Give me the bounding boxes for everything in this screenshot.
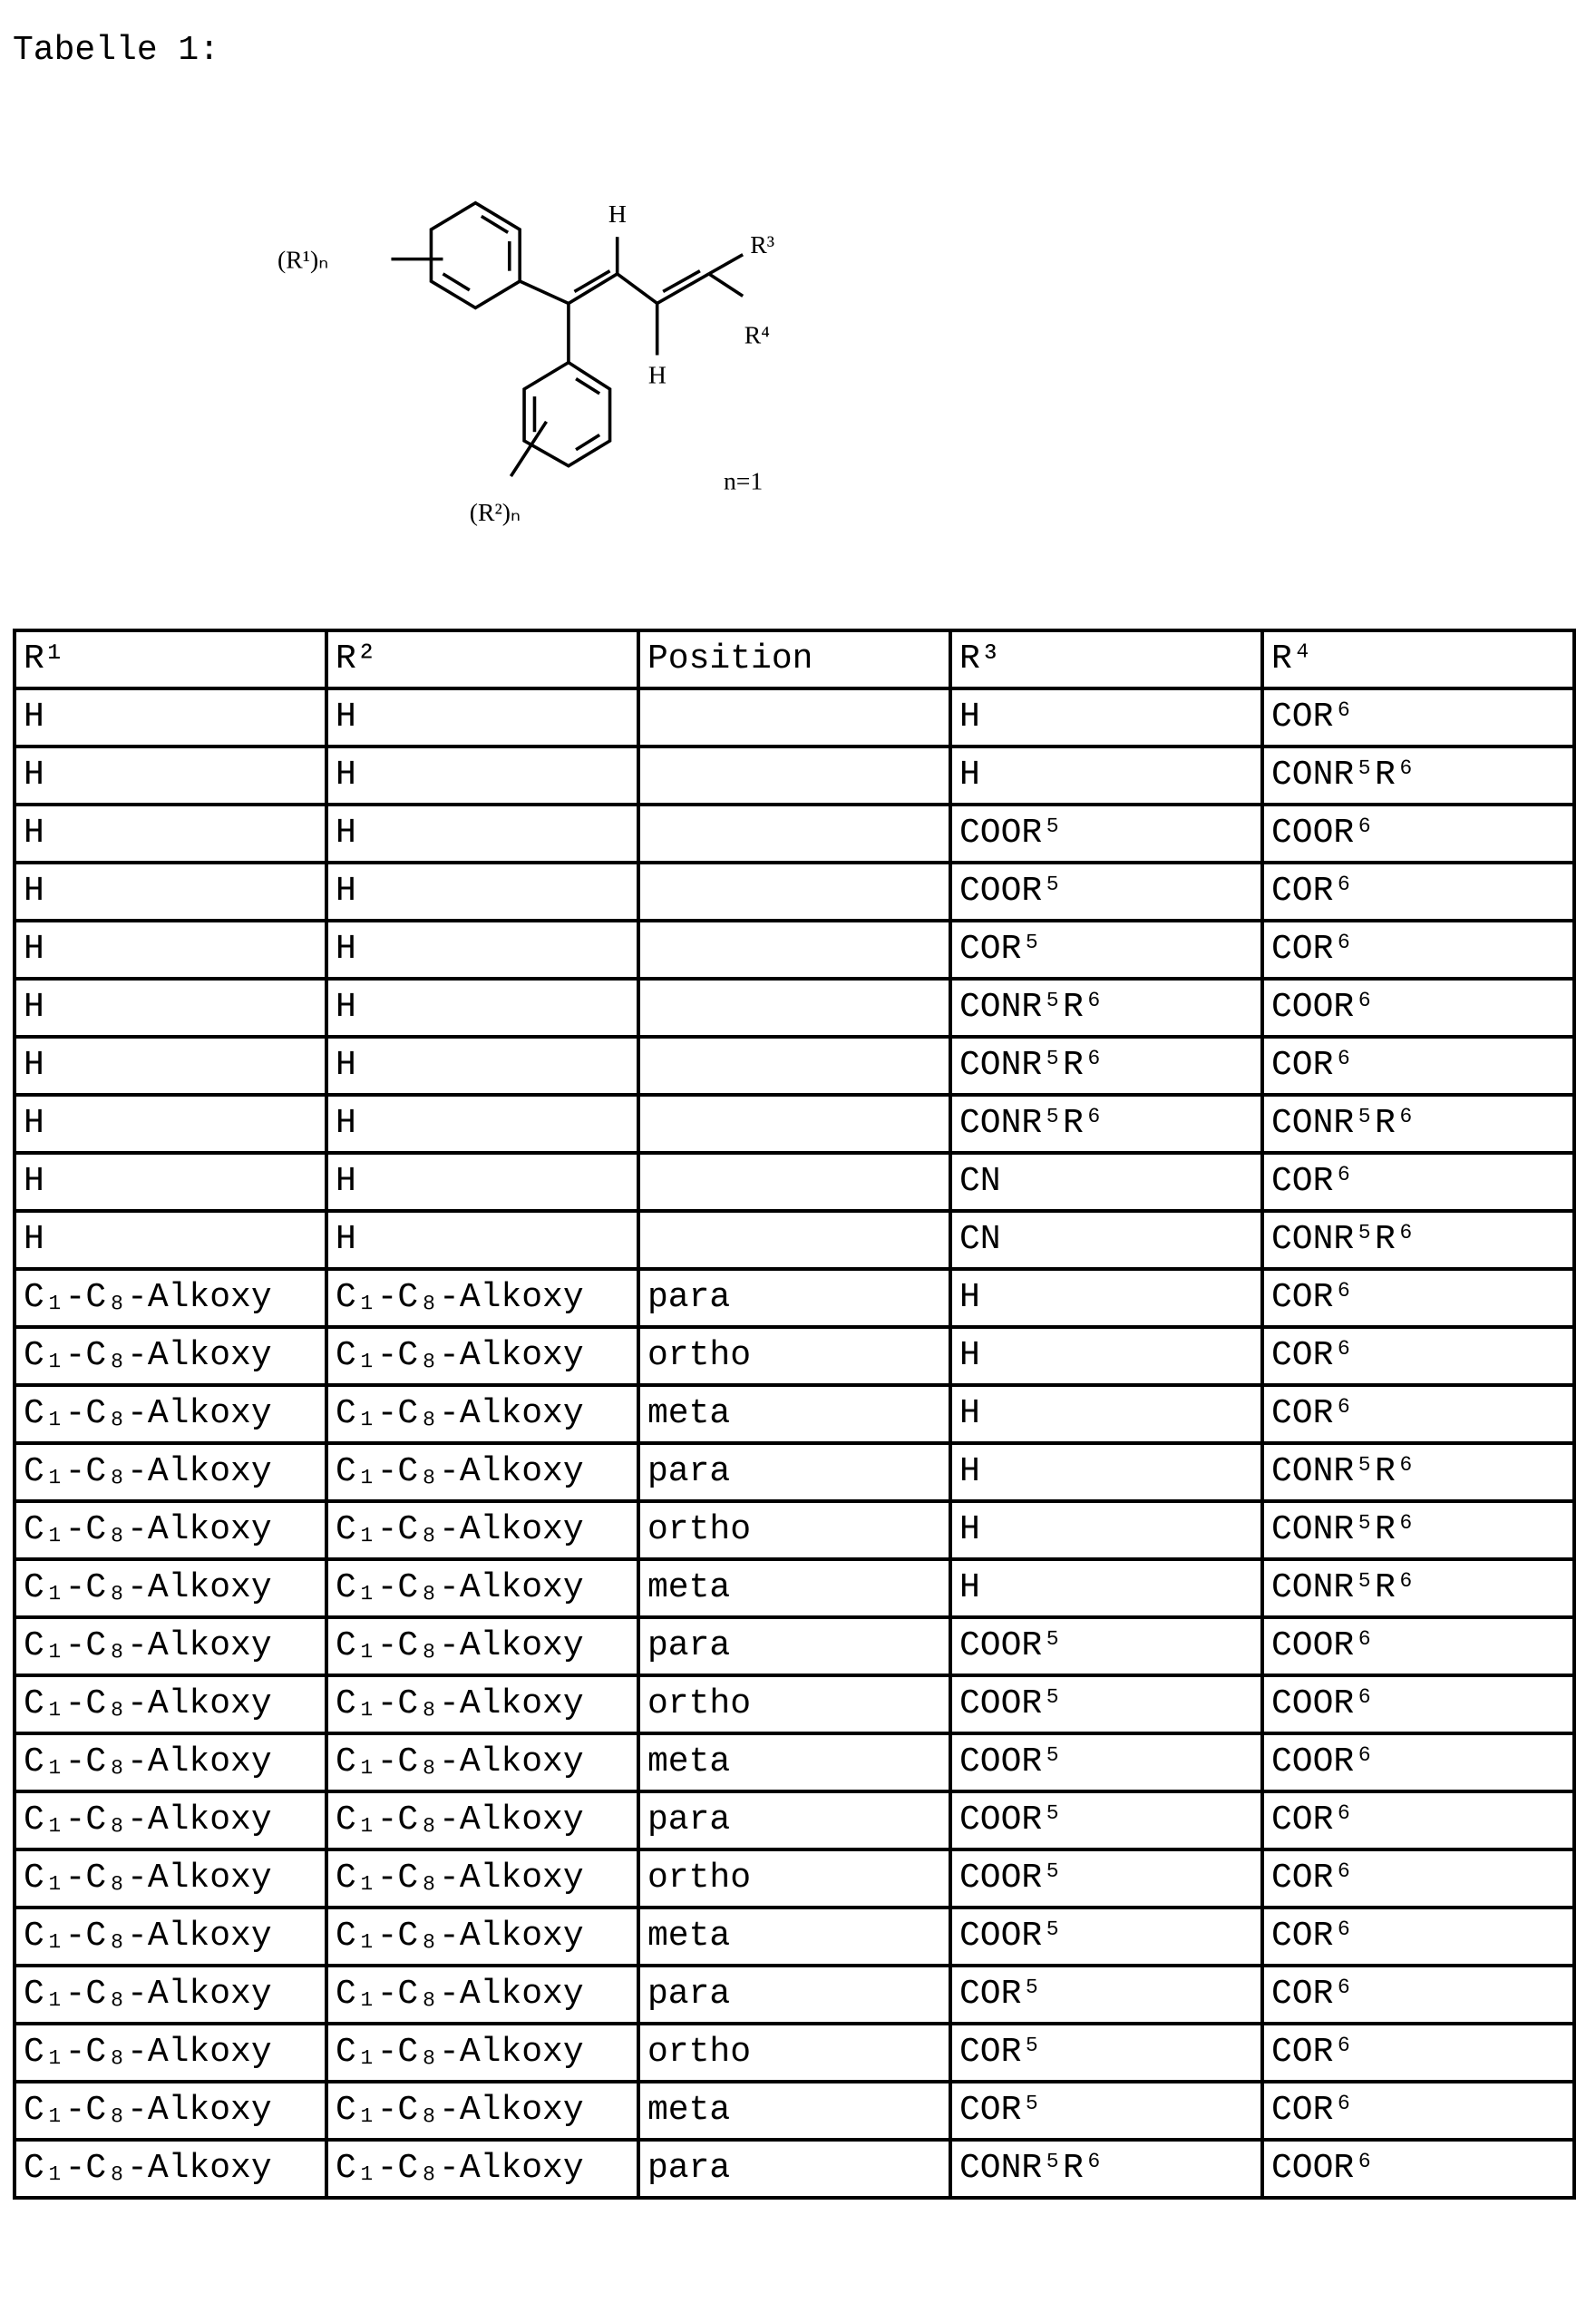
- cell-r3: CN: [950, 1211, 1262, 1269]
- n-note: n=1: [724, 467, 763, 495]
- cell-r4: CONR⁵R⁶: [1262, 1501, 1574, 1559]
- cell-r3: H: [950, 1269, 1262, 1327]
- cell-r1: C₁-C₈-Alkoxy: [15, 2140, 326, 2198]
- cell-r4: COOR⁶: [1262, 1733, 1574, 1791]
- phenyl-ring-1: [431, 203, 520, 308]
- header-position: Position: [638, 630, 950, 688]
- cell-r3: H: [950, 747, 1262, 805]
- cell-r4: COR⁶: [1262, 1385, 1574, 1443]
- cell-position: [638, 1153, 950, 1211]
- table-caption: Tabelle 1:: [13, 31, 219, 70]
- cell-r2: H: [326, 1037, 638, 1095]
- cell-position: [638, 747, 950, 805]
- header-r4: R⁴: [1262, 630, 1574, 688]
- cell-r1: C₁-C₈-Alkoxy: [15, 1559, 326, 1617]
- cell-r2: C₁-C₈-Alkoxy: [326, 1908, 638, 1966]
- cell-r1: C₁-C₈-Alkoxy: [15, 1966, 326, 2024]
- header-r3: R³: [950, 630, 1262, 688]
- cell-r4: COR⁶: [1262, 688, 1574, 747]
- cell-r1: C₁-C₈-Alkoxy: [15, 1327, 326, 1385]
- cell-r4: COR⁶: [1262, 1791, 1574, 1849]
- cell-r4: COR⁶: [1262, 2082, 1574, 2140]
- cell-r3: COOR⁵: [950, 1617, 1262, 1675]
- cell-r4: COR⁶: [1262, 1849, 1574, 1908]
- chemical-structure: [266, 178, 827, 532]
- cell-r4: CONR⁵R⁶: [1262, 1095, 1574, 1153]
- cell-r2: H: [326, 1095, 638, 1153]
- cell-r2: C₁-C₈-Alkoxy: [326, 1443, 638, 1501]
- cell-r3: CONR⁵R⁶: [950, 1095, 1262, 1153]
- table-row: [15, 1211, 1574, 1269]
- cell-r1: H: [15, 921, 326, 979]
- cell-r3: CONR⁵R⁶: [950, 979, 1262, 1037]
- cell-r1: H: [15, 863, 326, 921]
- table-row: [15, 1327, 1574, 1385]
- table-row: [15, 1501, 1574, 1559]
- cell-position: meta: [638, 2082, 950, 2140]
- cell-position: para: [638, 1443, 950, 1501]
- cell-r1: C₁-C₈-Alkoxy: [15, 1908, 326, 1966]
- cell-r2: H: [326, 1153, 638, 1211]
- cell-r1: C₁-C₈-Alkoxy: [15, 1269, 326, 1327]
- table-row: [15, 1675, 1574, 1733]
- cell-r3: COOR⁵: [950, 1733, 1262, 1791]
- table-row: [15, 1153, 1574, 1211]
- cell-r3: COOR⁵: [950, 805, 1262, 863]
- cell-position: [638, 1095, 950, 1153]
- table-row: [15, 2024, 1574, 2082]
- header-r1: R¹: [15, 630, 326, 688]
- table-row: [15, 863, 1574, 921]
- cell-r4: COR⁶: [1262, 2024, 1574, 2082]
- cell-r1: H: [15, 979, 326, 1037]
- cell-r2: H: [326, 863, 638, 921]
- cell-r2: H: [326, 979, 638, 1037]
- table-row: [15, 1443, 1574, 1501]
- cell-r3: H: [950, 1559, 1262, 1617]
- cell-position: para: [638, 2140, 950, 2198]
- cell-r4: COOR⁶: [1262, 979, 1574, 1037]
- cell-position: [638, 1211, 950, 1269]
- cell-r4: CONR⁵R⁶: [1262, 747, 1574, 805]
- cell-r2: C₁-C₈-Alkoxy: [326, 1733, 638, 1791]
- table-row: [15, 805, 1574, 863]
- cell-r3: H: [950, 1327, 1262, 1385]
- header-r2: R²: [326, 630, 638, 688]
- cell-r1: H: [15, 1153, 326, 1211]
- table-row: [15, 979, 1574, 1037]
- cell-r4: COR⁶: [1262, 1908, 1574, 1966]
- table-row: [15, 1966, 1574, 2024]
- cell-position: meta: [638, 1908, 950, 1966]
- cell-position: para: [638, 1617, 950, 1675]
- cell-r3: H: [950, 1443, 1262, 1501]
- cell-r2: H: [326, 747, 638, 805]
- cell-r4: CONR⁵R⁶: [1262, 1443, 1574, 1501]
- cell-r2: C₁-C₈-Alkoxy: [326, 1385, 638, 1443]
- table-row: [15, 1037, 1574, 1095]
- r4-label: R⁴: [744, 320, 770, 348]
- table-row: [15, 1617, 1574, 1675]
- r2-label: (R²)ₙ: [470, 498, 521, 526]
- table-header-row: [15, 630, 1574, 688]
- cell-r4: COR⁶: [1262, 1269, 1574, 1327]
- cell-r2: C₁-C₈-Alkoxy: [326, 1617, 638, 1675]
- cell-r2: C₁-C₈-Alkoxy: [326, 1327, 638, 1385]
- cell-position: para: [638, 1269, 950, 1327]
- table-row: [15, 1559, 1574, 1617]
- cell-r1: C₁-C₈-Alkoxy: [15, 1617, 326, 1675]
- cell-position: para: [638, 1791, 950, 1849]
- cell-r3: CN: [950, 1153, 1262, 1211]
- table-row: [15, 1095, 1574, 1153]
- cell-r3: COR⁵: [950, 2024, 1262, 2082]
- cell-r4: CONR⁵R⁶: [1262, 1559, 1574, 1617]
- table-row: [15, 747, 1574, 805]
- cell-position: [638, 1037, 950, 1095]
- cell-position: [638, 979, 950, 1037]
- cell-r3: COOR⁵: [950, 1675, 1262, 1733]
- cell-r3: CONR⁵R⁶: [950, 1037, 1262, 1095]
- cell-r3: COR⁵: [950, 921, 1262, 979]
- h-top-label: H: [608, 200, 627, 228]
- structure-bonds: [391, 203, 743, 476]
- table-row: [15, 1791, 1574, 1849]
- cell-r1: C₁-C₈-Alkoxy: [15, 1385, 326, 1443]
- cell-r1: H: [15, 1095, 326, 1153]
- cell-r3: H: [950, 1501, 1262, 1559]
- cell-r1: H: [15, 747, 326, 805]
- cell-r2: C₁-C₈-Alkoxy: [326, 1791, 638, 1849]
- cell-r2: H: [326, 688, 638, 747]
- r1-label: (R¹)ₙ: [277, 245, 328, 273]
- cell-r4: COOR⁶: [1262, 1617, 1574, 1675]
- cell-r1: C₁-C₈-Alkoxy: [15, 1849, 326, 1908]
- table-row: [15, 2082, 1574, 2140]
- cell-position: ortho: [638, 1675, 950, 1733]
- cell-position: [638, 921, 950, 979]
- cell-position: [638, 863, 950, 921]
- table-row: [15, 2140, 1574, 2198]
- cell-position: meta: [638, 1733, 950, 1791]
- cell-r2: C₁-C₈-Alkoxy: [326, 1675, 638, 1733]
- cell-r1: C₁-C₈-Alkoxy: [15, 1791, 326, 1849]
- cell-r2: C₁-C₈-Alkoxy: [326, 1849, 638, 1908]
- cell-r4: COR⁶: [1262, 1966, 1574, 2024]
- cell-r2: H: [326, 921, 638, 979]
- cell-r1: C₁-C₈-Alkoxy: [15, 1675, 326, 1733]
- cell-r1: C₁-C₈-Alkoxy: [15, 2082, 326, 2140]
- table-row: [15, 1269, 1574, 1327]
- cell-r2: C₁-C₈-Alkoxy: [326, 1501, 638, 1559]
- cell-r3: COR⁵: [950, 1966, 1262, 2024]
- cell-r1: C₁-C₈-Alkoxy: [15, 1443, 326, 1501]
- cell-r1: C₁-C₈-Alkoxy: [15, 2024, 326, 2082]
- cell-position: ortho: [638, 1501, 950, 1559]
- cell-r4: COOR⁶: [1262, 2140, 1574, 2198]
- cell-r2: C₁-C₈-Alkoxy: [326, 1559, 638, 1617]
- table-row: [15, 1733, 1574, 1791]
- cell-r2: H: [326, 1211, 638, 1269]
- table-row: [15, 1385, 1574, 1443]
- cell-r4: COOR⁶: [1262, 1675, 1574, 1733]
- cell-r4: COR⁶: [1262, 921, 1574, 979]
- phenyl-ring-2: [524, 363, 609, 466]
- cell-position: ortho: [638, 1849, 950, 1908]
- cell-r4: COR⁶: [1262, 1037, 1574, 1095]
- table-row: [15, 1849, 1574, 1908]
- cell-position: meta: [638, 1385, 950, 1443]
- table-row: [15, 688, 1574, 747]
- cell-r3: H: [950, 688, 1262, 747]
- cell-position: meta: [638, 1559, 950, 1617]
- cell-position: [638, 805, 950, 863]
- cell-r2: C₁-C₈-Alkoxy: [326, 1269, 638, 1327]
- cell-position: ortho: [638, 1327, 950, 1385]
- cell-r2: C₁-C₈-Alkoxy: [326, 2024, 638, 2082]
- cell-r1: H: [15, 1211, 326, 1269]
- cell-r3: H: [950, 1385, 1262, 1443]
- cell-position: para: [638, 1966, 950, 2024]
- substituent-table: [13, 629, 1576, 2200]
- cell-r1: H: [15, 688, 326, 747]
- cell-r4: COOR⁶: [1262, 805, 1574, 863]
- cell-r1: C₁-C₈-Alkoxy: [15, 1501, 326, 1559]
- cell-r3: COR⁵: [950, 2082, 1262, 2140]
- table-row: [15, 921, 1574, 979]
- cell-r1: H: [15, 805, 326, 863]
- cell-r3: CONR⁵R⁶: [950, 2140, 1262, 2198]
- cell-r4: COR⁶: [1262, 863, 1574, 921]
- cell-position: [638, 688, 950, 747]
- r3-label: R³: [750, 230, 774, 259]
- cell-r4: COR⁶: [1262, 1327, 1574, 1385]
- cell-r2: C₁-C₈-Alkoxy: [326, 2082, 638, 2140]
- h-bottom-label: H: [648, 360, 667, 388]
- cell-r3: COOR⁵: [950, 1791, 1262, 1849]
- table-row: [15, 1908, 1574, 1966]
- cell-r1: C₁-C₈-Alkoxy: [15, 1733, 326, 1791]
- cell-r3: COOR⁵: [950, 863, 1262, 921]
- cell-r1: H: [15, 1037, 326, 1095]
- cell-r2: H: [326, 805, 638, 863]
- cell-r4: COR⁶: [1262, 1153, 1574, 1211]
- cell-r3: COOR⁵: [950, 1849, 1262, 1908]
- cell-position: ortho: [638, 2024, 950, 2082]
- cell-r3: COOR⁵: [950, 1908, 1262, 1966]
- cell-r2: C₁-C₈-Alkoxy: [326, 1966, 638, 2024]
- cell-r2: C₁-C₈-Alkoxy: [326, 2140, 638, 2198]
- cell-r4: CONR⁵R⁶: [1262, 1211, 1574, 1269]
